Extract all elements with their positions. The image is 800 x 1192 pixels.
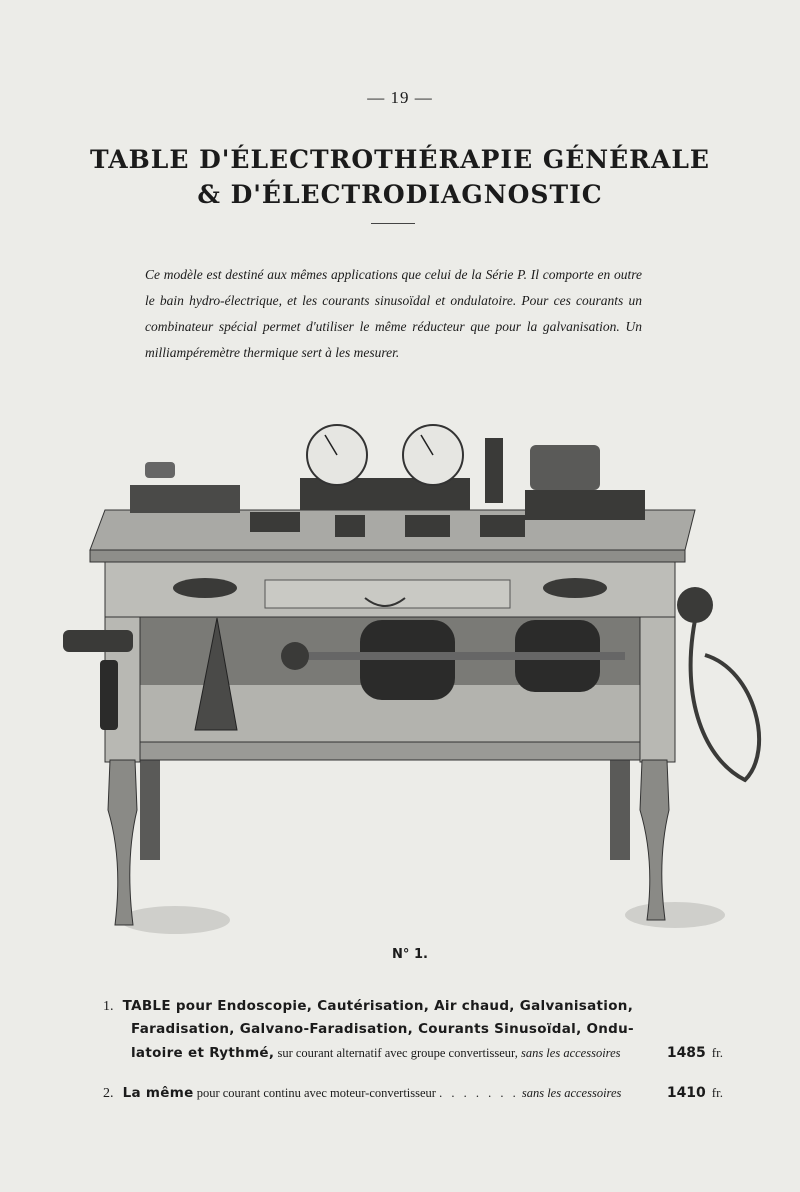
item-description-rest: sur courant alternatif avec groupe convertisseur, [274, 1046, 521, 1060]
catalog-item-2 [103, 1081, 723, 1105]
electrotherapy-table-illustration [55, 420, 775, 945]
item-accessories-note: sans les accessoires [520, 1046, 621, 1060]
item-price: 1410 [666, 1085, 706, 1101]
intro-paragraph [145, 262, 642, 366]
catalog-item-1 [103, 995, 723, 1065]
item-number: 2. [103, 1086, 114, 1101]
item-leader-dots: . . . . . . . [439, 1086, 519, 1100]
page-title [0, 142, 800, 212]
item-number: 1. [103, 999, 114, 1014]
plate-number: N° 1. [392, 947, 428, 962]
item-price-unit: fr. [711, 1085, 723, 1100]
item-description-line-2: Faradisation, Galvano-Faradisation, Courants Sinusoïdal, Ondu- [131, 1021, 634, 1037]
plate-label [0, 946, 800, 963]
item-price-unit: fr. [711, 1045, 723, 1060]
item-description-line-3: latoire et Rythmé, [131, 1045, 275, 1061]
item-description-rest: pour courant continu avec moteur-convertisseur [193, 1086, 436, 1100]
item-description-line-1: La même [122, 1085, 194, 1101]
title-line-1: TABLE D'ÉLECTROTHÉRAPIE GÉNÉRALE [89, 145, 710, 174]
page-number: — 19 — [367, 88, 433, 107]
item-description-line-1: TABLE pour Endoscopie, Cautérisation, Air chaud, Galvanisation, [122, 998, 634, 1014]
title-line-2: & D'ÉLECTRODIAGNOSTIC [197, 180, 603, 209]
intro-text: Ce modèle est destiné aux mêmes applications que celui de la Série P. Il comporte en outre le bain hydro-électrique, et les courants sinusoïdal et ondulatoire. Pour ces courants un combinateur spécial permet d'utiliser le même réducteur que pour la galvanisation. Un milliampéremètre thermique sert à les mesurer. [145, 267, 642, 360]
item-accessories-note: sans les accessoires [521, 1086, 622, 1100]
item-price: 1485 [666, 1045, 706, 1061]
title-divider [371, 223, 415, 224]
